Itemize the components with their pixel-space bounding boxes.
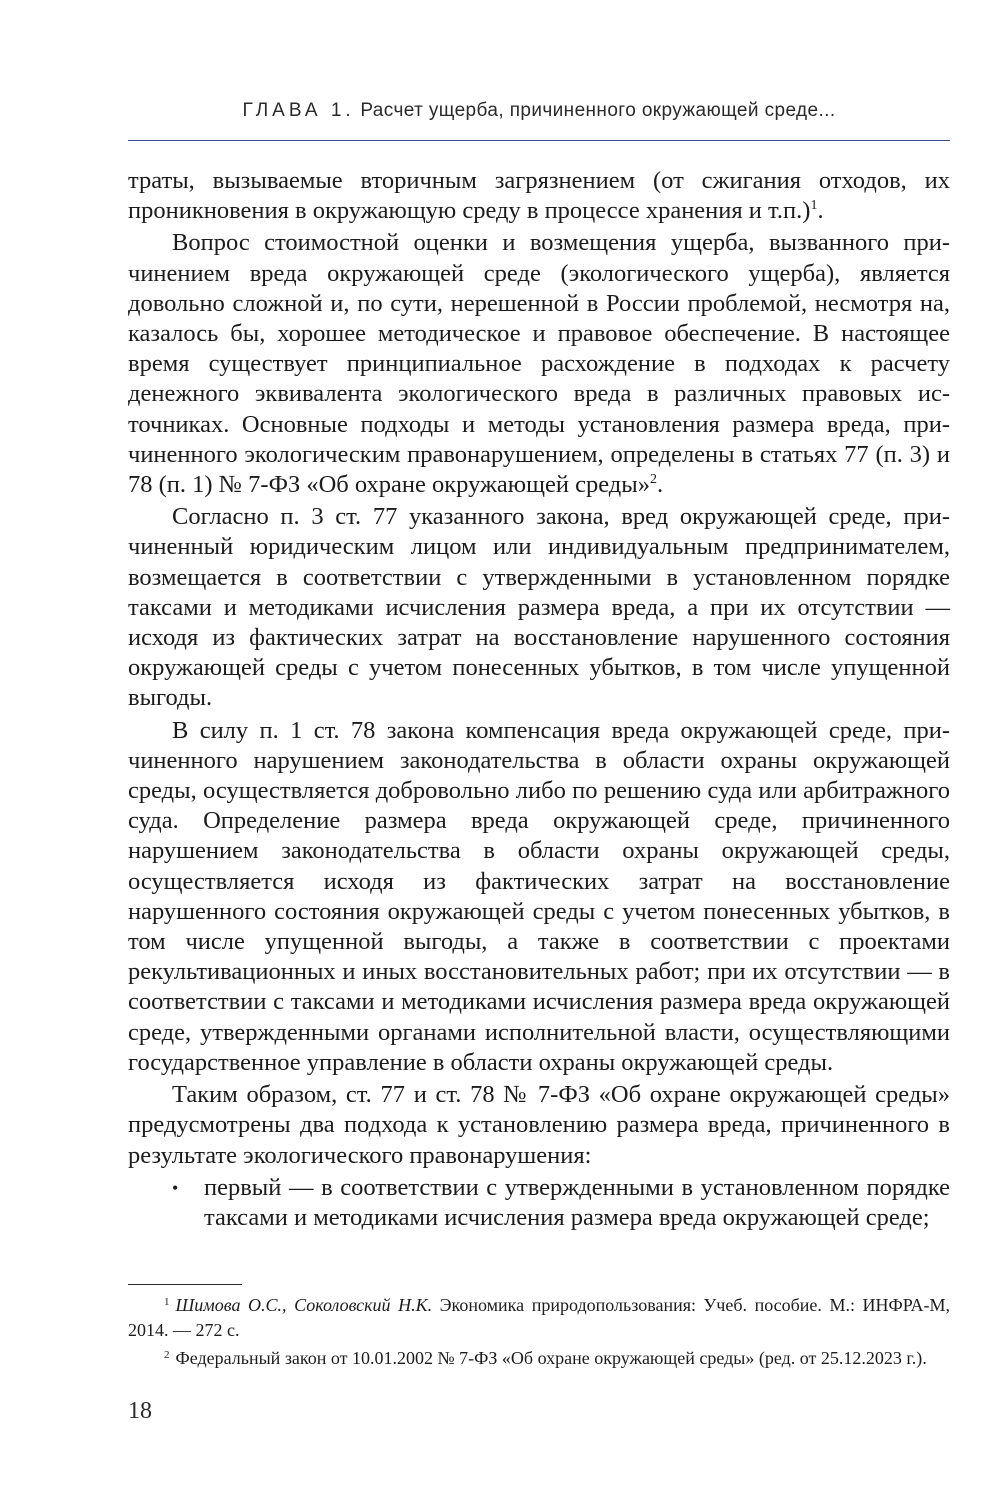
list-item [128,1173,950,1233]
paragraph-5: Таким образом, ст. 77 и ст. 78 № 7-ФЗ «Об охране окружающей среды» предусмотрены два подхода к установлению размера вреда, причиненного в результате экологического правонарушения: [128,1081,950,1169]
footnotes [128,1293,950,1375]
chapter-label: ГЛАВА 1. [242,100,355,121]
paragraph-1 [128,166,950,226]
paragraph-2-tail: . [656,471,664,499]
bullet-text: первый — в соответствии с утвержденными в установленном порядке таксами и методиками исчисления размера вреда окружающей среде; [204,1173,950,1231]
footnote-2 [128,1346,950,1371]
chapter-title: Расчет ущерба, причиненного окружающей среде... [360,100,836,121]
footnote-number: 1 [164,1296,170,1308]
footnote-1 [128,1293,950,1342]
header-rule [128,140,950,141]
paragraph-3: Согласно п. 3 ст. 77 указанного закона, вред окружающей среде, причиненный юридическим лицом или индивидуальным предпринимателем, возмещается в соответствии с утвержденными в установленном порядке таксами и методиками исчисления размера вреда, а при их отсутствии — исходя из фактических затрат на восстановление нарушенного состояния окружающей среды с учетом понесенных убытков, в том числе упущенной выгоды. [128,503,950,712]
footnote-text: Экономика природопользования: Учеб. пособие. М.: ИНФРА-М, 2014. — 272 с. [128,1295,950,1340]
running-header [128,100,950,122]
footnote-rule [128,1284,242,1285]
paragraph-2-text: Вопрос стоимостной оценки и возмещения ущерба, вызванного причинением вреда окружающей среде (экологического ущерба), является довольно сложной и, по сути, нерешенной в России проблемой, несмотря на, казалось бы, хорошее методическое и правовое обеспечение. В настоящее время существует принципиальное расхождение в подходах к расчету денежного эквивалента экологического вреда в различных правовых источниках. Основные подходы и методы установления размера вреда, причиненного экологическим правонарушением, определены в статьях 77 (п. 3) и 78 (п. 1) № 7-ФЗ «Об охране окружающей среды» [128,229,950,499]
footnote-text: Федеральный закон от 10.01.2002 № 7-ФЗ «Об охране окружающей среды» (ред. от 25.12.2023 г.). [175,1348,927,1368]
paragraph-4: В силу п. 1 ст. 78 закона компенсация вреда окружающей среде, причиненного нарушением законодательства в области охраны окружающей среды, осуществляется добровольно либо по решению суда или арбитражного суда. Определение размера вреда окружающей среде, причиненного нарушением законодательства в области охраны окружающей среды, осуществляется исходя из фактических затрат на восстановление нарушенного состояния окружающей среды с учетом понесенных убытков, в том числе упущенной выгоды, а также в соответствии с проектами рекультивационных и иных восстановительных работ; при их отсутствии — в соответствии с таксами и методиками исчисления размера вреда окружающей среде, утвержденными органами исполнительной власти, осуществляющими государственное управление в области охраны окружающей среды. [128,716,950,1076]
footnote-ref-2: 2 [649,472,657,488]
paragraph-2 [128,228,950,500]
bullet-mark: • [172,1177,179,1198]
page-number: 18 [128,1398,152,1424]
footnote-number: 2 [164,1349,170,1361]
paragraph-1-tail: . [817,197,824,225]
bullet-list [128,1173,950,1233]
body-text [128,166,950,1233]
paragraph-1-text: траты, вызываемые вторичным загрязнением (от сжигания отходов, их проникновения в окружающую среду в процессе хранения и т.п.) [128,167,950,225]
footnote-author: Шимова О.С., Соколовский Н.К. [175,1295,433,1315]
footnote-ref-1: 1 [810,198,818,214]
